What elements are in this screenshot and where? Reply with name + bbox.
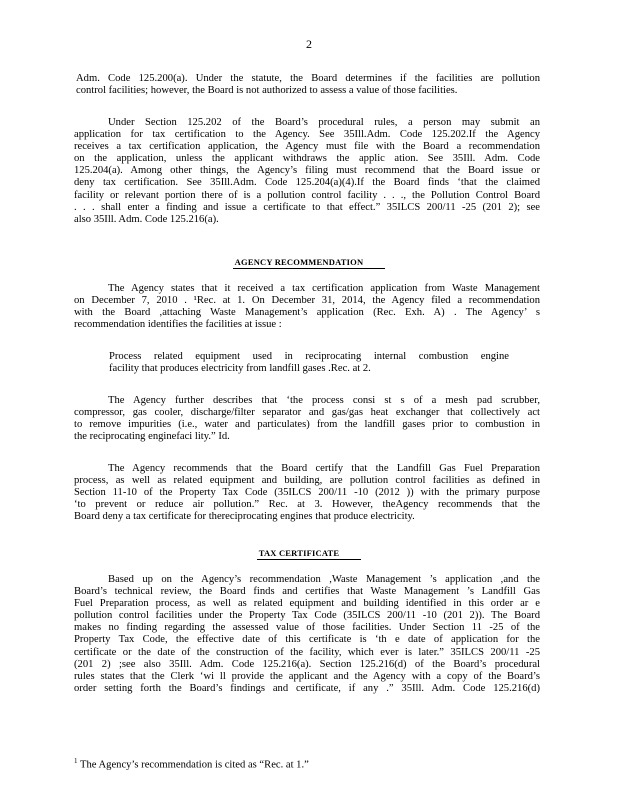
section-heading-tax-certificate: TAX CERTIFICATE [0, 548, 618, 558]
page-number: 2 [306, 37, 312, 51]
text-line: on the application, unless the applicant withdraws the applic ation. See 35Ill. Adm. Code [74, 153, 540, 165]
text-line: order setting forth the Board’s findings and certificate, if any .” 35Ill. Adm. Code 125.216(d) [74, 682, 540, 694]
text-line: 125.204(a). Among other things, the Agency’s filing must recommend that the Board issue or [74, 165, 540, 177]
footnote-text: The Agency’s recommendation is cited as “Rec. at 1.” [79, 759, 309, 771]
text-line: control facilities; however, the Board is not authorized to assess a value of those facilities. [76, 85, 458, 97]
procedural-rules-paragraph [74, 117, 540, 226]
text-line: pollution control facilities under the Property Tax Code (35ILCS 200/11 -10 (201 2)). The Board [74, 610, 540, 622]
text-line: recommendation identifies the facilities at issue : [74, 319, 282, 331]
text-line: receives a tax certification application, the Agency must file with the Board a recommendation [74, 141, 540, 153]
text-line: certificate or the date of the construction of the facility, which ever is later.” 35ILCS 200/11 -25 [74, 646, 540, 658]
text-line: also 35Ill. Adm. Code 125.216(a). [74, 213, 219, 225]
section-heading-agency-recommendation: AGENCY RECOMMENDATION [0, 257, 618, 267]
text-line: the reciprocating enginefaci lity.” Id. [74, 431, 230, 443]
text-line: with the Board ,attaching Waste Management’s application (Rec. Exh. A) . The Agency’ s [74, 307, 540, 319]
board-findings-paragraph [74, 574, 540, 695]
text-line: process, as well as related equipment and building, are pollution control facilities as defined in [74, 475, 540, 487]
text-line: (201 2) ;see also 35Ill. Adm. Code 125.216(a). Section 125.216(d) of the Board’s procedural [74, 658, 540, 670]
footnote [74, 757, 309, 771]
footnote-marker: 1 [74, 757, 78, 765]
text-line: facility or relevant portion there of is a pollution control facility . . ., the Pollution Control Board [74, 189, 540, 201]
text-line: Under Section 125.202 of the Board’s procedural rules, a person may submit an [108, 117, 540, 128]
text-line: makes no finding regarding the assessed value of those facilities. Under Section 11 -25 of the [74, 622, 540, 634]
text-line: The Agency further describes that ‘the process consi st s of a mesh pad scrubber, [108, 395, 540, 406]
text-line: on December 7, 2010 . ¹Rec. at 1. On December 31, 2014, the Agency filed a recommendation [74, 295, 540, 307]
text-line: The Agency states that it received a tax certification application from Waste Management [108, 283, 540, 294]
agency-statement-paragraph [74, 283, 540, 331]
text-line: rules states that the Clerk ‘wi ll provide the applicant and the Agency with a copy of the Board’s [74, 670, 540, 682]
text-line: The Agency recommends that the Board certify that the Landfill Gas Fuel Preparation [108, 463, 540, 474]
agency-recommends-paragraph [74, 463, 540, 523]
text-line: Board deny a tax certificate for thereciprocating engines that produce electricity. [74, 511, 415, 523]
intro-paragraph [74, 73, 540, 97]
text-line: Fuel Preparation process, as well as related equipment and building identified in this order ar e [74, 598, 540, 610]
text-line: facility that produces electricity from landfill gases .Rec. at 2. [109, 363, 371, 375]
process-description-paragraph [74, 395, 540, 443]
text-line: Based up on the Agency’s recommendation ,Waste Management ’s application ,and the [108, 574, 540, 585]
facility-description-quote [109, 351, 509, 375]
text-line: . . . shall enter a finding and issue a certificate to that effect.” 35ILCS 200/11 -25 (201 2); see [74, 201, 540, 213]
text-line: deny tax certification. See 35Ill.Adm. Code 125.204(a)(4).If the Board finds ‘that the claimed [74, 177, 540, 189]
text-line: ‘to prevent or reduce air pollution.” Rec. at 3. However, theAgency recommends that the [74, 499, 540, 511]
text-line: Section 11-10 of the Property Tax Code (35ILCS 200/11 -10 (2012 )) with the primary purpose [74, 487, 540, 499]
text-line: compressor, gas cooler, discharge/filter separator and gas/gas heat exchanger that collectively act [74, 407, 540, 419]
text-line: application for tax certification to the Agency. See 35Ill.Adm. Code 125.202.If the Agency [74, 129, 540, 141]
text-line: Property Tax Code, the effective date of this certificate is ‘th e date of application for the [74, 634, 540, 646]
text-line: to remove impurities (i.e., water and particulates) from the landfill gases prior to combustion in [74, 419, 540, 431]
text-line: Process related equipment used in reciprocating internal combustion engine [109, 351, 509, 362]
text-line: Adm. Code 125.200(a). Under the statute, the Board determines if the facilities are pollution [76, 73, 540, 84]
text-line: Board’s technical review, the Board finds and certifies that Waste Management ’s Landfill Gas [74, 586, 540, 598]
